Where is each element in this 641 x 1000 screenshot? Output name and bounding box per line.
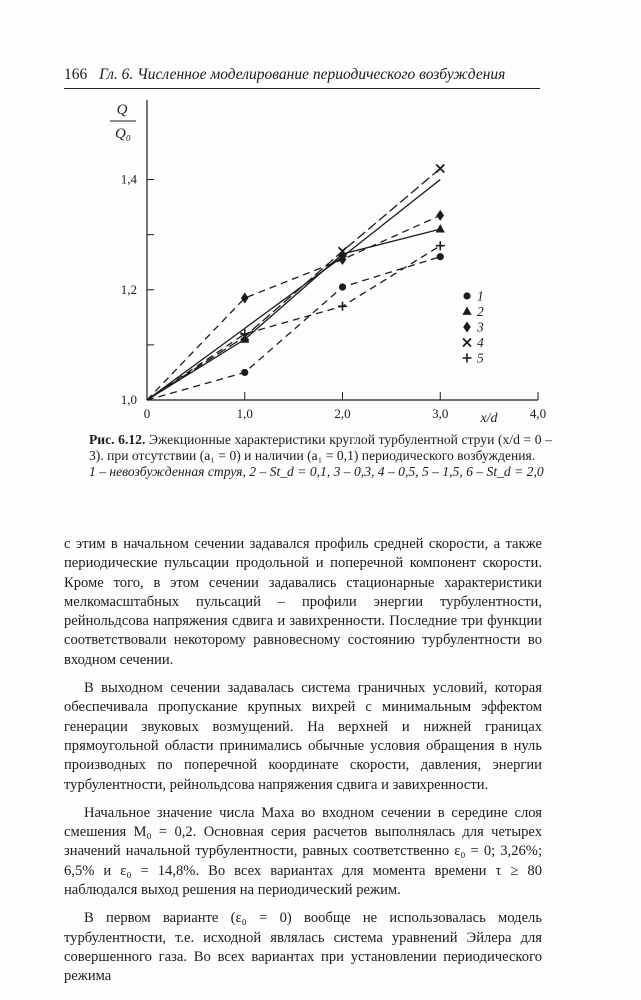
series-line-4 — [147, 169, 440, 400]
legend-marker-3 — [463, 322, 471, 333]
y-tick-label: 1,0 — [120, 392, 137, 407]
paragraph-1: с этим в начальном сечении задавался профиль средней скорости, а также периодические пульсации продольной и поперечной компонент скорости. Кроме того, в этом сечении задавались стационарные характеристики мелкомасштабных пульсаций – профили энергии турбулентности, рейнольдсова напряжения сдвига и завихренности. Последние три функции соответствовали некоторому равновесному состоянию турбулентности во входном сечении. — [64, 536, 542, 668]
x-tick-label: 0 — [143, 406, 151, 421]
series-line-5 — [147, 246, 440, 400]
legend-marker-1 — [463, 292, 470, 299]
y-axis-label-denominator: Q₀ — [114, 126, 132, 142]
legend-marker-4 — [463, 339, 471, 347]
data-point-4 — [436, 165, 444, 173]
legend-label-2: 2 — [477, 304, 484, 319]
y-tick-label: 1,2 — [120, 281, 137, 297]
data-point-1 — [437, 253, 444, 260]
y-axis-label-numerator: Q — [116, 102, 128, 118]
legend-label-1: 1 — [477, 288, 484, 304]
paragraph-3: Начальное значение числа Маха во входном сечении в середине слоя смешения M₀ = 0,2. Основная серия расчетов выполнялась для четырех значений начальной турбулентности, равных соответственно ε₀ = 0; 3,26%; 6,5% и ε₀ = 14,8%. Во всех вариантах для момента времени τ ≥ 80 наблюдался выход решения на периодический режим. — [64, 804, 542, 899]
caption-legend-text: 1 – невозбужденная струя, 2 – St_d = 0,1, 3 – 0,3, 4 – 0,5, 5 – 1,5, 6 – St_d = 2,0 — [89, 464, 544, 480]
x-tick-label: 2,0 — [334, 406, 351, 421]
legend-marker-5 — [463, 354, 472, 363]
x-tick-label: 1,0 — [236, 406, 253, 421]
data-point-2 — [436, 224, 445, 232]
chart-series — [147, 169, 440, 400]
paragraph-4: В первом варианте (ε₀ = 0) вообще не использовалась модель турбулентности, т.е. исходной являлась система уравнений Эйлера для совершенного газа. Во всех вариантах при установлении периодического режима — [64, 910, 542, 985]
body-text — [64, 535, 542, 996]
x-tick-label: 3,0 — [432, 406, 449, 421]
data-point-1 — [241, 369, 248, 376]
x-tick-label: 4,0 — [529, 406, 547, 421]
legend-label-3: 3 — [477, 319, 484, 335]
legend-label-4: 4 — [477, 335, 484, 350]
y-tick-label: 1,4 — [120, 171, 137, 187]
series-line-2 — [147, 229, 440, 400]
x-axis-label: x/d — [480, 411, 498, 426]
data-point-5 — [338, 302, 347, 311]
data-point-5 — [436, 241, 445, 250]
ejection-chart — [0, 0, 641, 430]
series-line-6 — [147, 180, 440, 400]
data-point-3 — [241, 293, 249, 304]
caption-label: Рис. 6.12. — [89, 432, 146, 447]
data-point-1 — [339, 283, 346, 290]
page-number: 166 — [64, 66, 88, 83]
chart-markers — [240, 165, 445, 377]
legend-label-5: 5 — [477, 350, 484, 366]
legend-marker-2 — [462, 307, 471, 315]
caption-text: Эжекционные характеристики круглой турбулентной струи (x/d = 0 – 3). при отсутствии (a₁ = 0) и наличии (a₁ = 0,1) периодического возбуждения. — [89, 432, 552, 464]
chart-legend — [462, 289, 484, 366]
running-title: Гл. 6. Численное моделирование периодического возбуждения — [99, 66, 506, 83]
paragraph-2: В выходном сечении задавалась система граничных условий, которая обеспечивала пропускание крупных вихрей с минимальным эффектом генерации звуковых возмущений. На верхней и нижней границах прямоугольной области принимались обычные условия обращения в нуль производных по поперечной координате скорости, давления, энергии турбулентности, рейнольдсова напряжения сдвига и завихренности. — [64, 680, 542, 793]
data-point-3 — [436, 210, 444, 221]
figure-caption — [89, 432, 552, 481]
